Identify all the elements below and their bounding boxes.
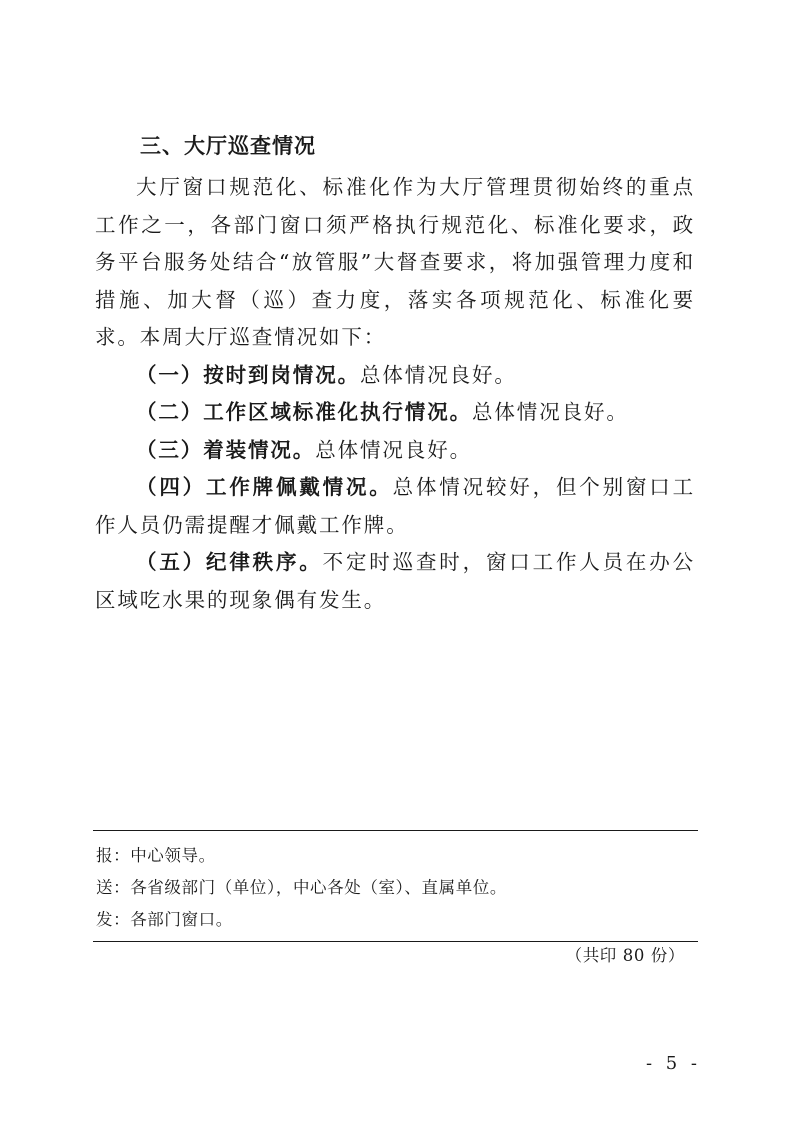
distribution-list <box>96 840 696 936</box>
print-count: （共印 80 份） <box>565 946 685 965</box>
item-badge-wearing <box>95 469 695 544</box>
item-dress <box>95 432 695 470</box>
item-title: （二）工作区域标准化执行情况。 <box>136 400 472 424</box>
item-text: 总体情况较好，但个别窗口工作人员仍需提醒才佩戴工作牌。 <box>95 475 696 537</box>
item-title: （五）纪律秩序。 <box>136 550 323 574</box>
body-text <box>95 169 695 619</box>
item-title: （一）按时到岗情况。 <box>136 362 360 387</box>
intro-paragraph: 大厅窗口规范化、标准化作为大厅管理贯彻始终的重点工作之一，各部门窗口须严格执行规范化、标准化要求，政务平台服务处结合“放管服”大督查要求，将加强管理力度和措施、加大督（巡）查力度，落实各项规范化、标准化要求。本周大厅巡查情况如下： <box>95 175 695 349</box>
distribution-top-rule <box>93 830 698 831</box>
page-number: - 5 - <box>645 1053 701 1074</box>
item-text: 总体情况良好。 <box>360 362 517 387</box>
item-work-area-standard <box>95 394 695 432</box>
item-text: 总体情况良好。 <box>472 400 629 424</box>
item-title: （四）工作牌佩戴情况。 <box>136 475 393 499</box>
send-to-line: 送：各省级部门（单位），中心各处（室）、直属单位。 <box>96 878 507 897</box>
report-to-line: 报：中心领导。 <box>96 846 216 865</box>
item-text: 不定时巡查时，窗口工作人员在办公区域吃水果的现象偶有发生。 <box>95 550 695 612</box>
issue-to-line: 发：各部门窗口。 <box>96 910 233 929</box>
item-text: 总体情况良好。 <box>315 437 473 462</box>
item-title: （三）着装情况。 <box>136 437 316 462</box>
section-heading: 三、大厅巡查情况 <box>140 134 316 158</box>
distribution-bottom-rule <box>93 941 698 942</box>
item-on-time-arrival <box>95 357 695 395</box>
item-discipline <box>95 544 695 619</box>
